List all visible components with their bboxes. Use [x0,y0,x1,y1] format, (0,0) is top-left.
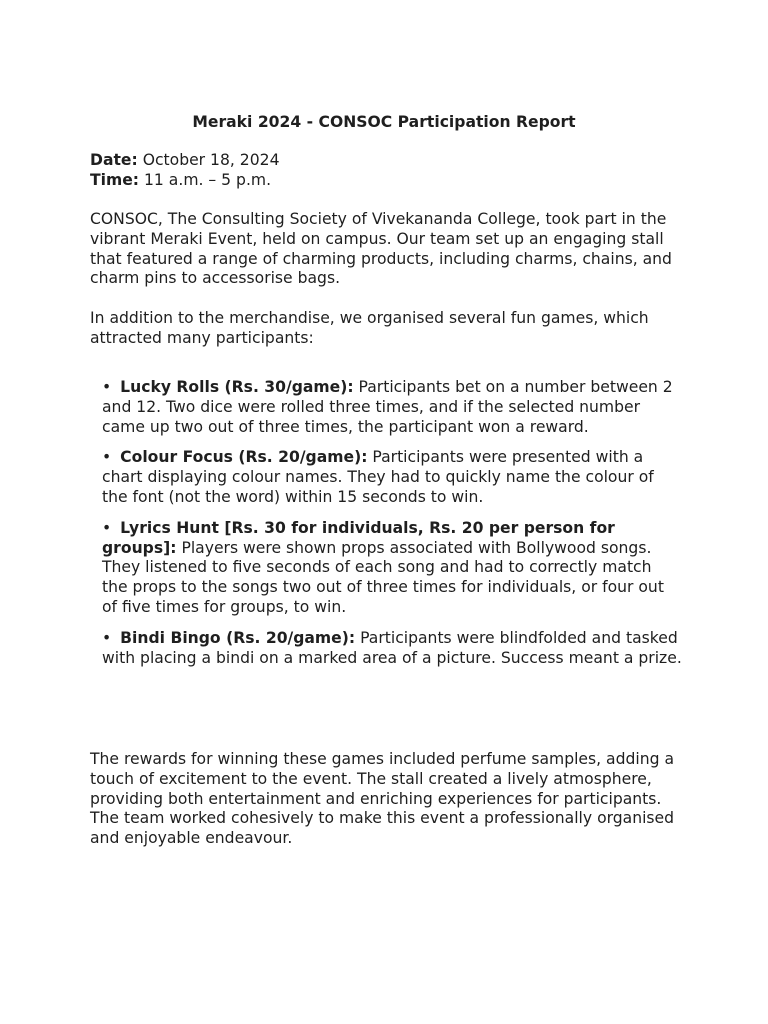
game-description: Players were shown props associated with Bollywood songs. They listened to five seconds of each song and had to correctly match the props to the songs two out of three times for individuals, or four out of five times for groups, to win. [102,538,664,616]
time-line [90,171,690,191]
bullet: • [102,518,112,537]
list-item [102,629,682,669]
event-meta [90,151,690,191]
game-description: Participants bet on a number between 2 and 12. Two dice were rolled three times, and if the selected number came up two out of three times, the participant won a reward. [102,378,673,436]
games-intro-paragraph: In addition to the merchandise, we organised several fun games, which attracted many participants: [90,309,649,347]
time-label: Time: [90,170,140,189]
bullet: • [102,448,112,467]
list-item [102,448,682,507]
date-label: Date: [90,151,138,169]
date-value: October 18, 2024 [137,151,280,169]
report-title: Meraki 2024 - CONSOC Participation Report [192,113,576,131]
game-name: Lyrics Hunt [Rs. 30 for individuals, Rs. 20 per person for groups]: [102,518,615,557]
intro-paragraph: CONSOC, The Consulting Society of Vivekananda College, took part in the vibrant Meraki Event, held on campus. Our team set up an engaging stall that featured a range of charming products, including charms, chains, and charm pins to accessorise bags. [90,210,672,288]
game-description: Participants were blindfolded and tasked with placing a bindi on a marked area of a picture. Success meant a prize. [102,628,682,667]
game-name: Bindi Bingo (Rs. 20/game): [120,628,356,647]
bullet: • [102,378,112,396]
game-name: Lucky Rolls (Rs. 30/game): [120,378,354,396]
date-line [90,151,690,171]
game-description: Participants were presented with a chart displaying colour names. They had to quickly name the colour of the font (not the word) within 15 seconds to win. [102,448,654,506]
list-item [102,378,682,437]
list-item [102,519,682,618]
games-list [102,378,682,679]
time-value: 11 a.m. – 5 p.m. [139,170,272,189]
closing-paragraph: The rewards for winning these games included perfume samples, adding a touch of excitement to the event. The stall created a lively atmosphere, providing both entertainment and enriching experiences for participants. The team worked cohesively to make this event a professionally organised and enjoyable endeavour. [90,750,675,848]
game-name: Colour Focus (Rs. 20/game): [120,448,368,467]
bullet: • [102,628,112,647]
